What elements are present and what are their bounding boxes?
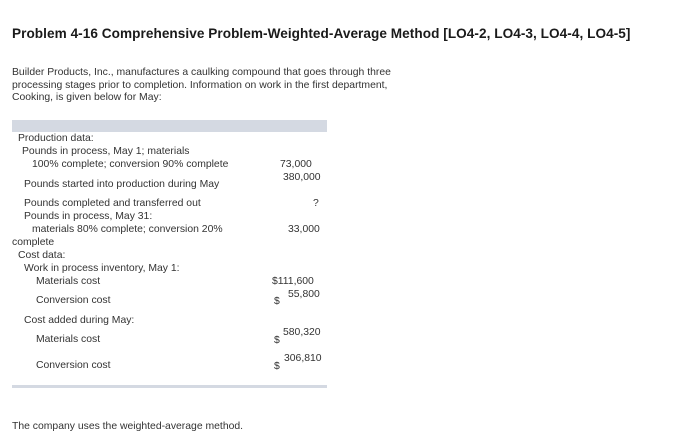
intro-paragraph [12, 67, 391, 105]
table-footer-bar [12, 385, 327, 388]
completed-value: ? [313, 198, 319, 209]
cost-heading: Cost data: [18, 250, 66, 261]
completed-label: Pounds completed and transferred out [24, 198, 201, 209]
end-value: 33,000 [288, 224, 320, 235]
pip-label-line1: Pounds in process, May 1; materials [22, 146, 190, 157]
added-materials-label: Materials cost [36, 334, 101, 345]
pip-label-line2: 100% complete; conversion 90% complete [32, 159, 229, 170]
added-conversion-value: 306,810 [284, 353, 322, 364]
pip-value: 73,000 [280, 159, 312, 170]
end-label-line1: Pounds in process, May 31: [24, 211, 153, 222]
added-conversion-currency: $ [274, 361, 280, 372]
intro-line: Cooking, is given below for May: [12, 92, 162, 104]
added-materials-value: 580,320 [283, 327, 321, 338]
intro-line: Builder Products, Inc., manufactures a caulking compound that goes through three [12, 67, 391, 78]
wip-materials-value: $111,600 [272, 276, 314, 287]
footer-note: The company uses the weighted-average method. [12, 421, 244, 432]
end-label-line3: complete [12, 237, 55, 248]
wip-conversion-value: 55,800 [288, 289, 320, 300]
wip-conversion-label: Conversion cost [36, 295, 111, 306]
page-title: Problem 4-16 Comprehensive Problem-Weighted-Average Method [LO4-2, LO4-3, LO4-4, LO4-5] [12, 26, 631, 41]
end-label-line2: materials 80% complete; conversion 20% [32, 224, 223, 235]
added-conversion-label: Conversion cost [36, 360, 111, 371]
added-materials-currency: $ [274, 335, 280, 346]
wip-materials-label: Materials cost [36, 276, 101, 287]
wip-heading: Work in process inventory, May 1: [24, 263, 180, 274]
wip-conversion-currency: $ [274, 296, 280, 307]
started-value: 380,000 [283, 172, 321, 183]
table-header-bar [12, 120, 327, 132]
added-heading: Cost added during May: [24, 315, 135, 326]
production-heading: Production data: [18, 133, 94, 144]
intro-line: processing stages prior to completion. Information on work in the first department, [12, 79, 388, 91]
started-label: Pounds started into production during May [24, 179, 220, 190]
